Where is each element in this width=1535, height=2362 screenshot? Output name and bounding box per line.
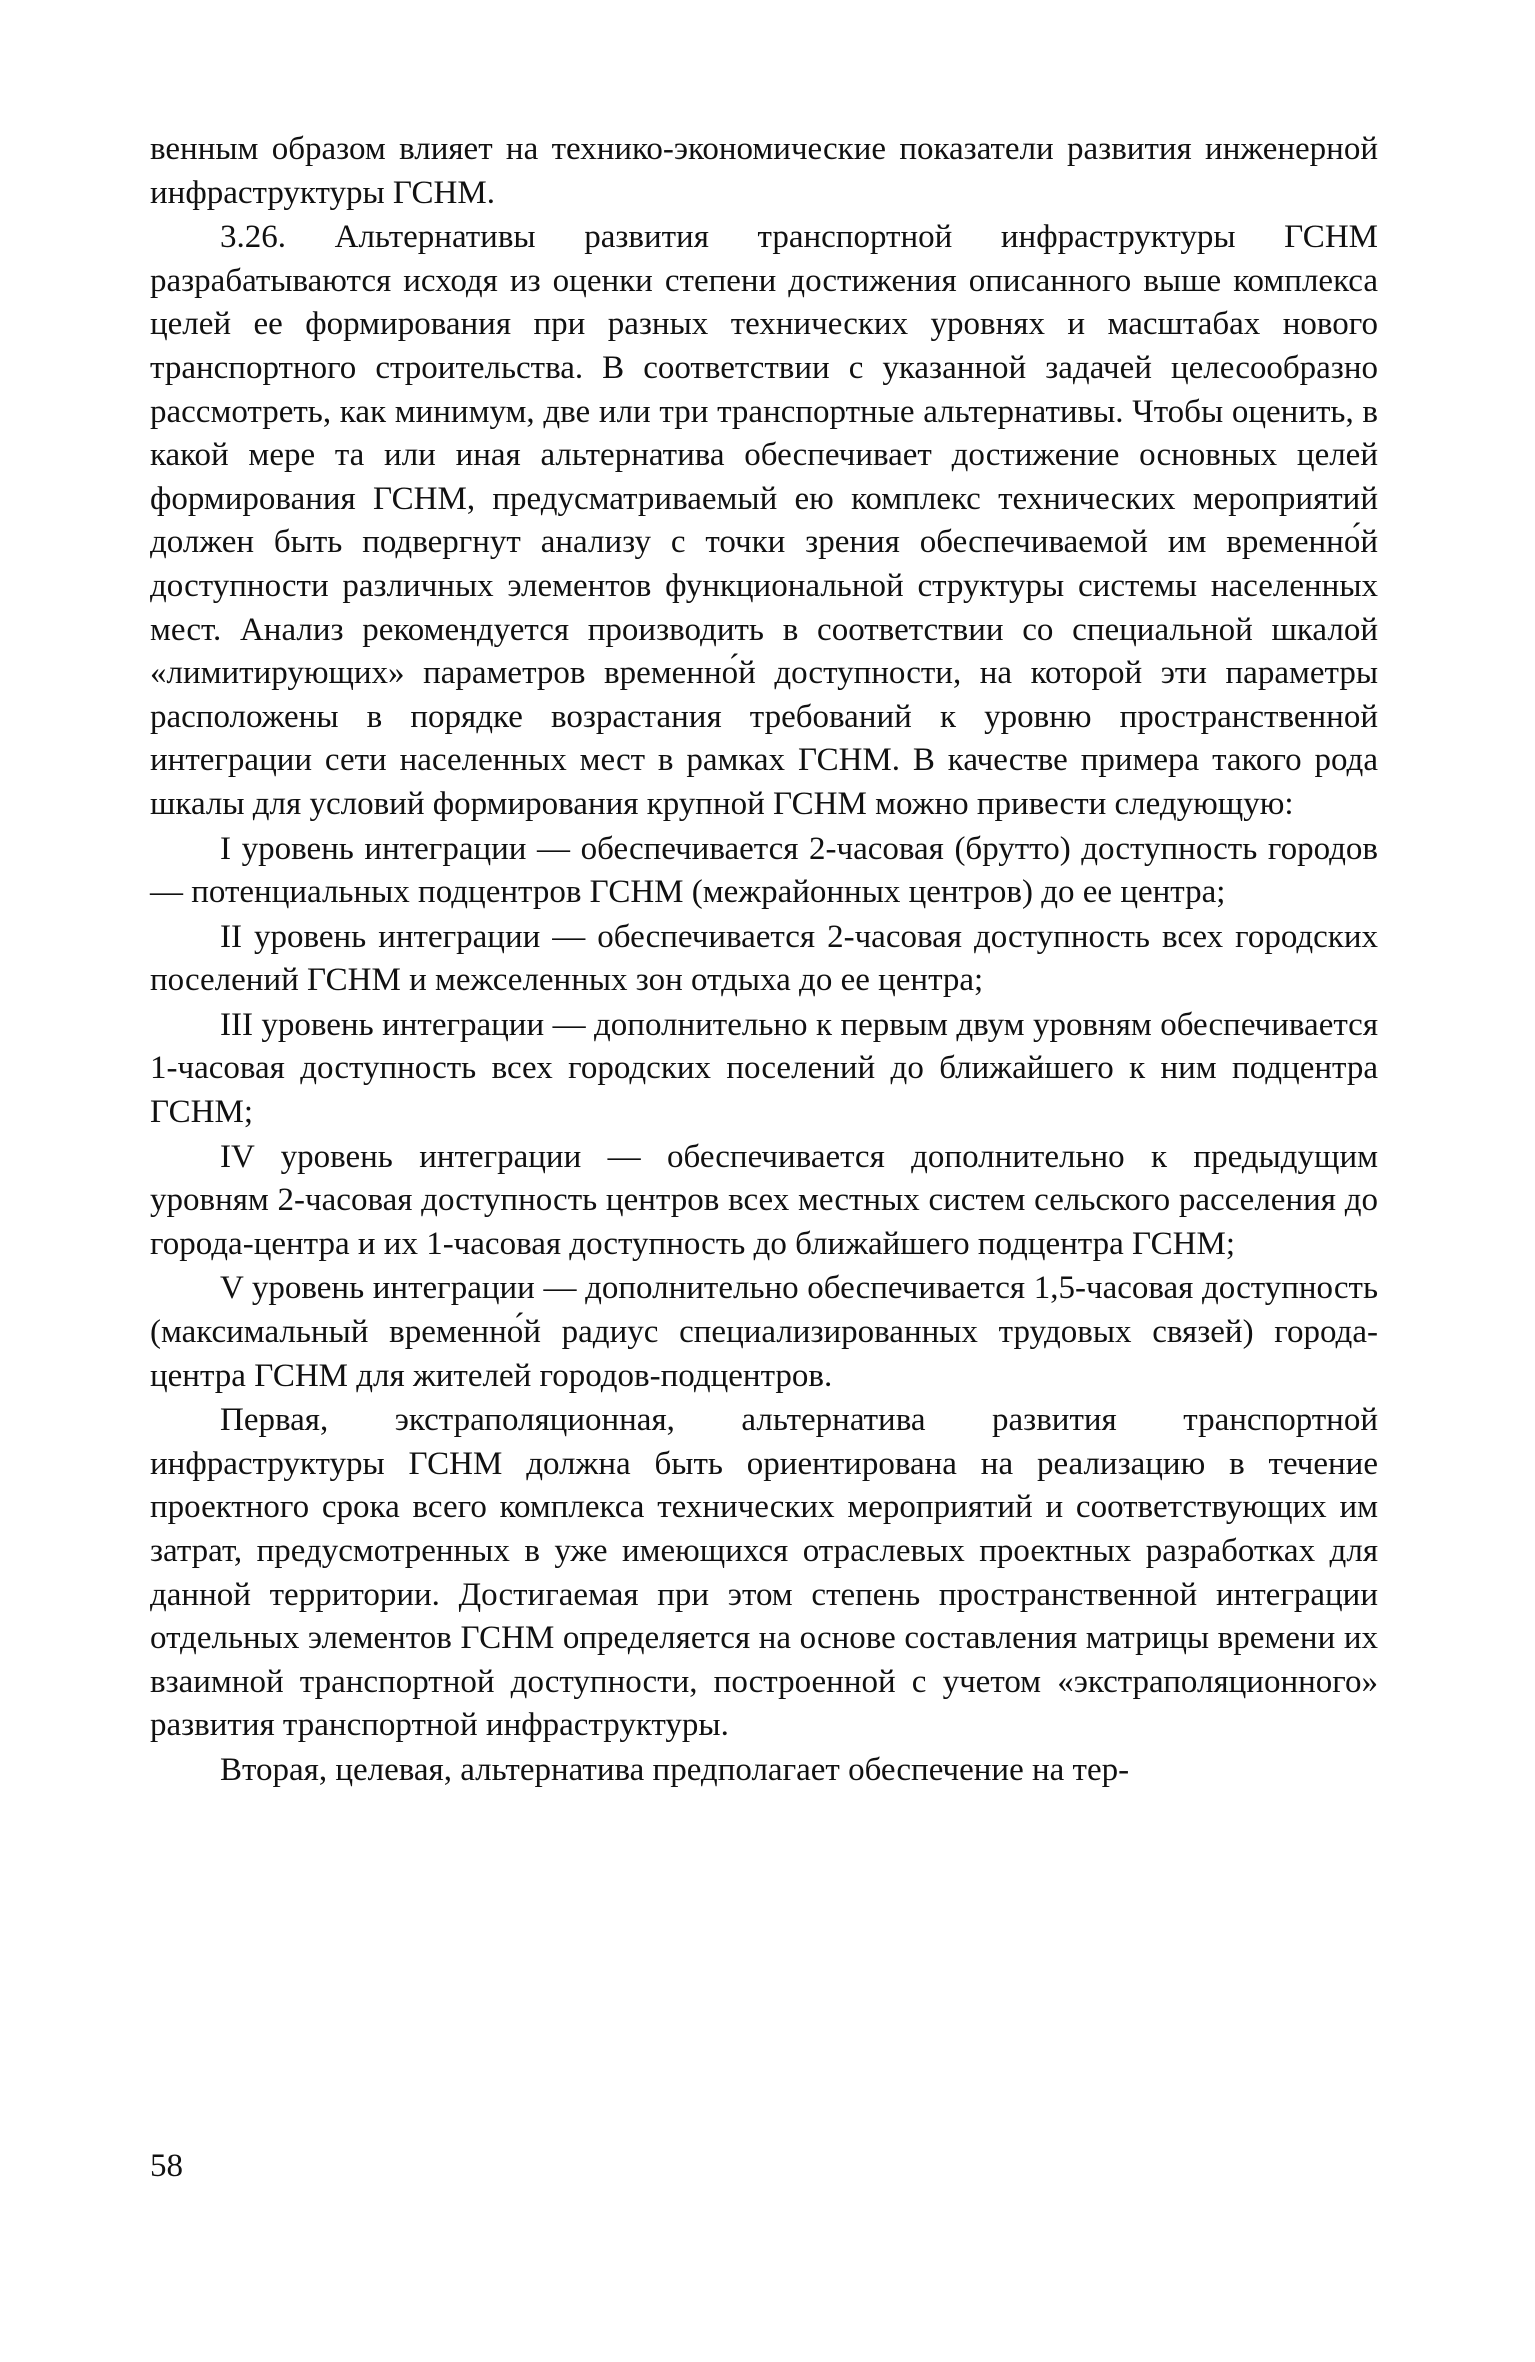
body-text	[150, 128, 1378, 1794]
page-number: 58	[150, 2148, 183, 2184]
integration-level-3: III уровень интеграции — дополнительно к первым двум уровням обеспечивается 1-часовая доступность всех городских поселений до ближайшего к ним подцентра ГСНМ;	[150, 1006, 1378, 1131]
paragraph-continuation: венным образом влияет на технико-экономические показатели развития инженерной инфраструктуры ГСНМ.	[150, 131, 1378, 211]
paragraph-first-alternative: Первая, экстраполяционная, альтернатива развития транспортной инфраструктуры ГСНМ должна быть ориентирована на реализацию в течение проектного срока всего комплекса технических мероприятий и соответствующих им затрат, предусмотренных в уже имеющихся отраслевых проектных разработках для данной территории. Достигаемая при этом степень пространственной интеграции отдельных элементов ГСНМ определяется на основе составления матрицы времени их взаимной транспортной доступности, построенной с учетом «экстраполяционного» развития транспортной инфраструктуры.	[150, 1402, 1378, 1744]
integration-level-4: IV уровень интеграции — обеспечивается дополнительно к предыдущим уровням 2-часовая доступность центров всех местных систем сельского расселения до города-центра и их 1-часовая доступность до ближайшего подцентра ГСНМ;	[150, 1138, 1378, 1262]
paragraph-3-26: 3.26. Альтернативы развития транспортной инфраструктуры ГСНМ разрабатываются исходя из оценки степени достижения описанного выше комплекса целей ее формирования при разных технических уровнях и масштабах нового транспортного строительства. В соответствии с указанной задачей целесообразно рассмотреть, как минимум, две или три транспортные альтернативы. Чтобы оценить, в какой мере та или иная альтернатива обеспечивает достижение основных целей формирования ГСНМ, предусматриваемый ею комплекс технических мероприятий должен быть подвергнут анализу с точки зрения обеспечиваемой им временно́й доступности различных элементов функциональной структуры системы населенных мест. Анализ рекомендуется производить в соответствии со специальной шкалой «лимитирующих» параметров временно́й доступности, на которой эти параметры расположены в порядке возрастания требований к уровню пространственной интеграции сети населенных мест в рамках ГСНМ. В качестве примера такого рода шкалы для условий формирования крупной ГСНМ можно привести следующую:	[150, 219, 1378, 822]
integration-level-2: II уровень интеграции — обеспечивается 2-часовая доступность всех городских поселений ГСНМ и межселенных зон отдыха до ее центра;	[150, 918, 1378, 999]
integration-level-5: V уровень интеграции — дополнительно обеспечивается 1,5-часовая доступность (максимальный временно́й радиус специализированных трудовых связей) города-центра ГСНМ для жителей городов-подцентров.	[150, 1270, 1378, 1394]
paragraph-second-alternative: Вторая, целевая, альтернатива предполагает обеспечение на тер-	[220, 1751, 1130, 1788]
integration-level-1: I уровень интеграции — обеспечивается 2-часовая (брутто) доступность городов — потенциальных подцентров ГСНМ (межрайонных центров) до ее центра;	[150, 830, 1378, 911]
